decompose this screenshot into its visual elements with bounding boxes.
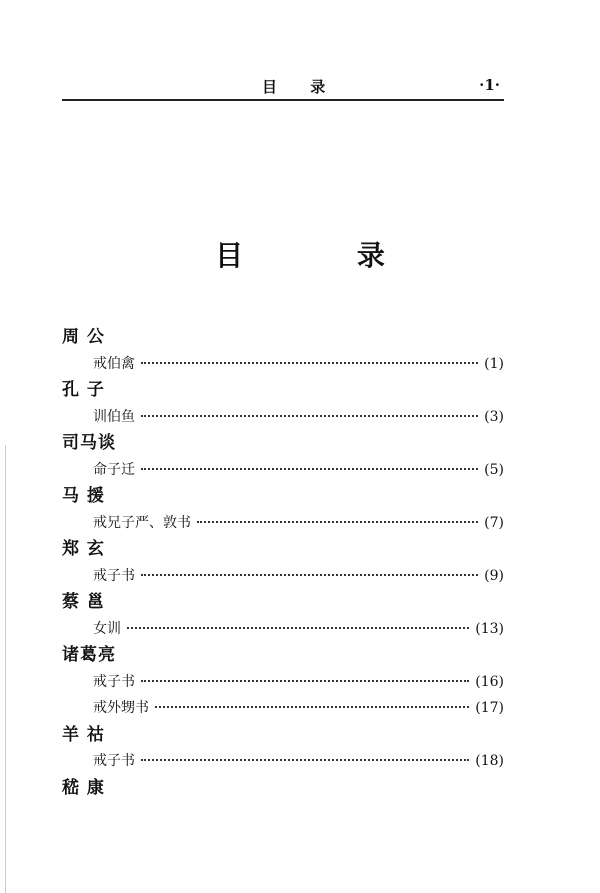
running-header — [62, 76, 504, 98]
toc-author: 嵇 康 — [62, 777, 105, 798]
toc-entry[interactable] — [62, 404, 504, 431]
toc-entry[interactable] — [62, 457, 504, 484]
toc-entry-page: (7) — [484, 514, 504, 531]
page-number: ·1· — [479, 76, 500, 94]
toc-author: 孔 子 — [62, 380, 105, 400]
running-title: 目 录 — [262, 78, 340, 96]
toc-entry-title: 戒外甥书 — [93, 700, 149, 716]
toc-entry[interactable] — [62, 748, 504, 775]
toc-entry-title: 戒子书 — [93, 753, 135, 769]
toc-author: 蔡 邕 — [62, 592, 105, 612]
toc-entry[interactable] — [62, 563, 504, 590]
toc-entry-page: (1) — [484, 355, 504, 372]
page-edge-line — [5, 445, 6, 893]
toc-entry-title: 女训 — [93, 620, 121, 637]
toc-entry-title: 戒兄子严、敦书 — [93, 514, 191, 531]
toc-entry-title: 命子迁 — [93, 461, 135, 478]
header-rule — [62, 99, 504, 101]
toc-entry-page: (13) — [475, 620, 504, 637]
dot-leader — [141, 574, 478, 576]
dot-leader — [141, 759, 469, 761]
dot-leader — [141, 680, 469, 682]
toc-entry[interactable] — [62, 510, 504, 537]
toc-entry-page: (16) — [475, 673, 504, 690]
toc-author: 周 公 — [62, 327, 105, 347]
dot-leader — [127, 627, 469, 629]
toc-entry[interactable] — [62, 351, 504, 378]
toc-entry[interactable] — [62, 695, 504, 722]
toc-author: 郑 玄 — [62, 539, 105, 559]
dot-leader — [155, 706, 469, 708]
toc-entry-title: 戒子书 — [93, 567, 135, 584]
toc-entry[interactable] — [62, 669, 504, 696]
toc-author: 诸葛亮 — [62, 645, 116, 665]
toc-entry-title: 训伯鱼 — [93, 408, 135, 425]
toc-entry-title: 戒伯禽 — [93, 355, 135, 372]
toc-entry-title: 戒子书 — [93, 673, 135, 690]
toc-entry[interactable] — [62, 616, 504, 643]
toc-entry-page: (17) — [475, 700, 504, 716]
toc-entry-page: (18) — [475, 753, 504, 769]
dot-leader — [141, 468, 478, 470]
toc-entry-page: (9) — [484, 567, 504, 584]
toc-author: 羊 祜 — [62, 724, 105, 745]
toc-entry-page: (5) — [484, 461, 504, 478]
toc-author: 马 援 — [62, 486, 105, 506]
toc-author: 司马谈 — [62, 433, 116, 453]
toc-entry-page: (3) — [484, 408, 504, 425]
dot-leader — [197, 521, 478, 523]
dot-leader — [141, 415, 478, 417]
table-of-contents — [62, 324, 504, 801]
page-title: 目 录 — [215, 239, 437, 272]
dot-leader — [141, 362, 478, 364]
